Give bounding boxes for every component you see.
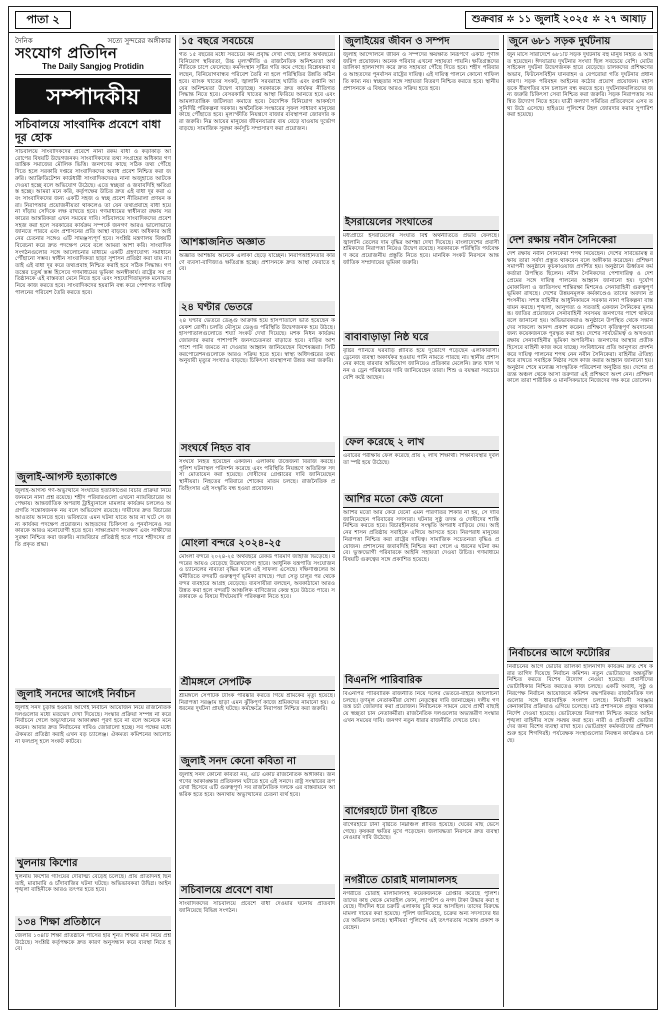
article-body: জুলাই সনদ চূড়ান্ত হওয়ার আগেই নির্বাচন আয়োজন নিয়ে রাজনৈতিক দলগুলোর মধ্যে মতভেদ দেখা দিয়েছে। সংস্কার প্রক্রিয়া সম্পন্ন না করে নির্বাচনে গেলে অভ্যুত্থানের আকাঙ্ক্ষা পূরণ হবে না বলে অনেকে মনে করেন। আবার দ্রুত নির্বাচনের দাবিও জোরালো হচ্ছে। সব পক্ষের মধ্যে ঐকমত্য প্রতিষ্ঠা করাই এখন বড় চ্যালেঞ্জ। ঐকমত্য কমিশনের আলোচনা ফলপ্রসূ হলে সংকট কাটবে। — [15, 705, 171, 745]
article-headline: বাবাবাড়াড়া নিষ্ঠ ঘরে — [343, 331, 499, 346]
article-body: আশির মতো আর কেউ যেনো এমন পরিণতির শিকার না হয়, সে দাবি জানিয়েছেন পরিবারের সদস্যরা। ঘটনার সুষ্ঠু তদন্ত ও দোষীদের শাস্তি নিশ্চিত করতে হবে। বিচারহীনতার সংস্কৃতি অপরাধ বাড়িয়ে দেয়। আইনের শাসন প্রতিষ্ঠায় সবাইকে এগিয়ে আসতে হবে। নিরপরাধ মানুষের নিরাপত্তা নিশ্চিত করা রাষ্ট্রের দায়িত্ব। সামাজিক সচেতনতা বৃদ্ধিও প্রয়োজন। প্রশাসনের জবাবদিহি নিশ্চিত করা গেলে এ ধরনের ঘটনা কমবে। ভুক্তভোগী পরিবারকে আইনি সহায়তা দেওয়া উচিত। গণমাধ্যমে বিষয়টি গুরুত্বের সঙ্গে প্রকাশিত হয়েছে। — [343, 510, 499, 563]
article-headline: ১৩৪ শিক্ষা প্রতিষ্ঠানে — [15, 916, 171, 931]
lead-editorial-headline: সচিবালয়ে সাংবাদিক প্রবেশে বাধা দূর হোক — [15, 117, 171, 147]
article-headline: মোংলা বন্দরে ২০২৪-২৫ — [179, 537, 335, 552]
article-headline: জুনে ৬৮১ সড়ক দুর্ঘটনায় — [507, 35, 653, 50]
column-two — [179, 35, 335, 1009]
article-headline: খুলনায় কিশোর — [15, 857, 171, 872]
article-headline: বাগেরহাটে টানা বৃষ্টিতে — [343, 805, 499, 820]
column-divider — [175, 35, 176, 1007]
article-headline: জুলাই-আগস্ট হত্যাকাণ্ডে — [15, 471, 171, 486]
article-headline: নগরীতে চোরাই মালামালসহ — [343, 874, 499, 889]
article-body: এবারের পরীক্ষায় ফেল করেছে প্রায় ২ লাখ শিক্ষার্থী। শিক্ষাব্যবস্থার দুর্বলতা স্পষ্ট হয়ে উঠেছে। — [343, 453, 499, 466]
article-body: জেলার ১৩৪টি শিক্ষা প্রতিষ্ঠানে পাসের হার শূন্য। শিক্ষার মান নিয়ে প্রশ্ন উঠেছে। সংশ্লিষ্ট কর্তৃপক্ষকে দ্রুত কারণ অনুসন্ধান করে ব্যবস্থা নিতে হবে। — [15, 933, 171, 953]
article-headline: ১৫ বছরে সবচেয়ে — [179, 35, 335, 50]
lead-editorial-body: সচিবালয়ে সাংবাদিকদের প্রবেশে নানা রকম বাধা ও কড়াকড়ি আরোপের বিষয়টি উদ্বেগজনক। সাংবাদিকদের তথ্য সংগ্রহের অধিকার গণতান্ত্রিক সমাজের মৌলিক ভিত্তি। জনগণের কাছে সঠিক তথ্য পৌঁছে দিতে হলে সরকারি দপ্তরে সাংবাদিকদের অবাধ প্রবেশ নিশ্চিত করা জরুরি। অ্যাক্রিডিটেশন কার্ডধারী সাংবাদিকদেরও নানা অজুহাতে আটকে দেওয়া হচ্ছে বলে অভিযোগ উঠেছে। এতে স্বচ্ছতা ও জবাবদিহি ক্ষতিগ্রস্ত হচ্ছে। আমরা মনে করি, কর্তৃপক্ষের উচিত দ্রুত এই বাধা দূর করা এবং সাংবাদিকদের জন্য একটি সহজ ও স্বচ্ছ প্রবেশ নীতিমালা প্রণয়ন করা। নিরাপত্তার প্রয়োজনীয়তা থাকলেও তা যেন তথ্যপ্রবাহে বাধা হয়ে না দাঁড়ায় সেদিকে লক্ষ রাখতে হবে। গণমাধ্যমের স্বাধীনতা রক্ষায় সরকারের আন্তরিকতা এখন সময়ের দাবি। সচিবালয়ে সাংবাদিকদের প্রবেশ সহজ করা হলে সরকারের কার্যক্রম সম্পর্কে জনগণ আরও ভালোভাবে জানতে পারবে এবং প্রশাসনের প্রতি আস্থা বাড়বে। তথ্য অধিকার আইনের চেতনার সঙ্গেও এটি সামঞ্জস্যপূর্ণ হবে। সংশ্লিষ্ট মন্ত্রণালয় বিষয়টি বিবেচনা করে দ্রুত পদক্ষেপ নেবে বলে আমরা আশা করি। সাংবাদিক সংগঠনগুলোর সঙ্গে আলোচনার মাধ্যমে একটি গ্রহণযোগ্য সমাধানে পৌঁছানো সম্ভব। স্বাধীন সাংবাদিকতা ছাড়া সুশাসন প্রতিষ্ঠা করা যায় না। তাই এই বাধা দূর করে তথ্যপ্রবাহ নিশ্চিত করাই হবে সঠিক সিদ্ধান্ত। গণতন্ত্রের চতুর্থ স্তম্ভ হিসেবে গণমাধ্যমের ভূমিকা অনস্বীকার্য। রাষ্ট্রের সব প্রতিষ্ঠানকে এই বাস্তবতা মেনে নিতে হবে এবং সহযোগিতামূলক মনোভাব নিয়ে কাজ করতে হবে। সাংবাদিকদের হয়রানি বন্ধ করে পেশাগত দায়িত্ব পালনের পরিবেশ তৈরি করতে হবে। — [15, 149, 171, 296]
article-headline: দেশ রক্ষায় নবীন সৈনিকেরা — [507, 234, 653, 249]
editorial-banner: সম্পাদকীয় — [15, 78, 171, 114]
article-headline: আশির মতো কেউ যেনো — [343, 493, 499, 508]
article-body: দেশ রক্ষায় নবীন সৈনিকেরা শপথ নিয়েছেন। দেশের সার্বভৌমত্ব রক্ষায় তারা সর্বদা প্রস্তুত থাকবেন বলে অঙ্গীকার করেছেন। প্রশিক্ষণ সমাপনী অনুষ্ঠানে কুচকাওয়াজ প্রদর্শিত হয়। অনুষ্ঠানে ঊর্ধ্বতন কর্মকর্তারা উপস্থিত ছিলেন। নবীন সৈনিকদের পেশাদারিত্ব ও দেশপ্রেমের সঙ্গে দায়িত্ব পালনের আহ্বান জানানো হয়। দুর্যোগ মোকাবিলা ও জাতিসংঘ শান্তিরক্ষা মিশনেও সেনাবাহিনী গুরুত্বপূর্ণ ভূমিকা রাখছে। দেশের উন্নয়নমূলক কর্মকাণ্ডেও তাদের অবদান প্রশংসনীয়। সশস্ত্র বাহিনীর আধুনিকায়নে সরকার নানা পরিকল্পনা বাস্তবায়ন করছে। শৃঙ্খলা, আনুগত্য ও সততাই একজন সৈনিকের মূলমন্ত্র। জাতির প্রয়োজনে সেনাবাহিনী সবসময় জনগণের পাশে থাকবে বলে জানানো হয়। অভিভাবকরাও অনুষ্ঠানে উপস্থিত থেকে সন্তানদের সাফল্যে আনন্দ প্রকাশ করেন। প্রশিক্ষণে কৃতিত্বপূর্ণ অবদানের জন্য কয়েকজনকে পুরস্কৃত করা হয়। দেশের সার্বভৌমত্ব ও অখণ্ডতা রক্ষায় সেনাবাহিনীর ভূমিকা অপরিসীম। জনগণের আস্থার প্রতীক হিসেবে বাহিনী কাজ করে যাচ্ছে। সংবিধানের প্রতি আনুগত্য প্রদর্শন করে দায়িত্ব পালনের শপথ নেন নবীন সৈনিকেরা। বাহিনীর ঐতিহ্য ধরে রাখতে সবাইকে নিষ্ঠার সঙ্গে কাজ করার আহ্বান জানানো হয়। অনুষ্ঠান শেষে মনোজ্ঞ সাংস্কৃতিক পরিবেশনা অনুষ্ঠিত হয়। দেশের প্রত্যন্ত অঞ্চল থেকে আসা তরুণরা এই প্রশিক্ষণে অংশ নেন। প্রশিক্ষণকালে তারা শারীরিক ও মানসিকভাবে নিজেদের দক্ষ করে তোলেন। — [507, 251, 653, 385]
article-body: জুলাই সনদ কোনো কবিতা নয়, এটি একটি রাজনৈতিক অঙ্গীকার। জনগণের আকাঙ্ক্ষার প্রতিফলন ঘটাতে হবে এই সনদে। রাষ্ট্র সংস্কারের রূপরেখা হিসেবে এটি গুরুত্বপূর্ণ। সব রাজনৈতিক দলকে এর বাস্তবায়নে আন্তরিক হতে হবে। অন্যথায় অভ্যুত্থানের চেতনা ব্যর্থ হবে। — [179, 772, 335, 799]
masthead-daily: দৈনিক — [15, 37, 33, 45]
article-body: গত ১৫ বছরের মধ্যে সবচেয়ে কম প্রবৃদ্ধি দেখা গেছে চলতি অর্থবছরে। বিনিয়োগ স্থবিরতা, উচ্চ মূল্যস্ফীতি ও রাজনৈতিক অনিশ্চয়তা অর্থনীতিকে চাপে ফেলেছে। কর্মসংস্থান সৃষ্টির গতি কমে গেছে। বিশ্লেষকরা বলছেন, বিনিয়োগবান্ধব পরিবেশ তৈরি না হলে পরিস্থিতির উন্নতি কঠিন হবে। ব্যাংক খাতের সংকট, জ্বালানি সরবরাহে ঘাটতি এবং রপ্তানি আয়ের অনিশ্চয়তা উদ্বেগ বাড়াচ্ছে। সরকারকে দ্রুত কার্যকর নীতিগত সিদ্ধান্ত নিতে হবে। বেসরকারি খাতের আস্থা ফিরিয়ে আনতে হবে এবং আমলাতান্ত্রিক জটিলতা কমাতে হবে। বৈদেশিক বিনিয়োগ আকর্ষণে সুনির্দিষ্ট পরিকল্পনা দরকার। অর্থনৈতিক সংস্কারের সুফল সাধারণ মানুষের কাছে পৌঁছাতে হবে। মূল্যস্ফীতি নিয়ন্ত্রণে বাজার ব্যবস্থাপনা জোরদার করা জরুরি। নিম্ন আয়ের মানুষের জীবনযাত্রার ব্যয় বেড়ে যাওয়ায় দুর্ভোগ বাড়ছে। সামাজিক সুরক্ষা কর্মসূচি সম্প্রসারণ করা প্রয়োজন। — [179, 52, 335, 132]
article-headline: ফেল করেছে ২ লাখ — [343, 436, 499, 451]
article-headline: বিএনপি পারিবারিক — [343, 674, 499, 689]
article-body: বৃষ্টির পানিতে ঘরবাড়ি প্লাবিত হয়ে দুর্ভোগে পড়েছেন এলাকাবাসী। ড্রেনেজ ব্যবস্থা অকার্যকর হওয়ায় পানি নামতে পারছে না। স্থানীয় প্রশাসনের কাছে বারবার অভিযোগ জানিয়েও প্রতিকার মেলেনি। দ্রুত খাল খনন ও ড্রেন পরিষ্কারের দাবি জানিয়েছেন তারা। শিশু ও বয়স্করা সবচেয়ে বেশি কষ্টে আছেন। — [343, 348, 499, 381]
article-body: সাংবাদিকদের সচিবালয়ে প্রবেশে বাধা দেওয়ার ঘটনায় প্রতিবাদ জানিয়েছে বিভিন্ন সংগঠন। — [179, 901, 335, 914]
article-body: খুলনায় কিশোর গ্যাংয়ের দৌরাত্ম্য বেড়েই চলেছে। প্রায় প্রতিদিনই ছিনতাই, মারামারি ও চাঁদাবাজির ঘটনা ঘটছে। অভিভাবকরা উদ্বিগ্ন। আইনশৃঙ্খলা বাহিনীকে আরও তৎপর হতে হবে। — [15, 874, 171, 894]
article-body: মধ্যপ্রাচ্যে ইসরায়েলের সংঘাত বিশ্ব অর্থনীতিতে প্রভাব ফেলছে। জ্বালানি তেলের দাম বৃদ্ধির আশঙ্কা দেখা দিয়েছে। বাংলাদেশের প্রবাসী শ্রমিকদের নিরাপত্তা নিয়েও উদ্বেগ রয়েছে। সরকারকে পরিস্থিতি পর্যবেক্ষণ করে প্রয়োজনীয় প্রস্তুতি নিতে হবে। মানবিক সংকট নিরসনে আন্তর্জাতিক সম্প্রদায়ের ভূমিকা জরুরি। — [343, 233, 499, 266]
masthead-title: সংযোগ প্রতিদিন — [15, 44, 118, 62]
article-body: নির্বাচনের আগে ভোটার তালিকা হালনাগাদ কার্যক্রম দ্রুত শেষ করার তাগিদ দিয়েছে নির্বাচন কমিশন। নতুন ভোটারদের অন্তর্ভুক্তি নিশ্চিত করতে বিশেষ উদ্যোগ নেওয়া হয়েছে। প্রবাসীদের ভোটাধিকার নিশ্চিত করতেও কাজ চলছে। একটি অবাধ, সুষ্ঠু ও নিরপেক্ষ নির্বাচন আয়োজনে কমিশন বদ্ধপরিকর। রাজনৈতিক দলগুলোর সঙ্গে ধারাবাহিক সংলাপ চলছে। নির্বাচনী সরঞ্জাম কেনাকাটার প্রক্রিয়াও এগিয়ে চলেছে। মাঠ প্রশাসনকে প্রস্তুত থাকার নির্দেশ দেওয়া হয়েছে। ভোটকেন্দ্রে নিরাপত্তা নিশ্চিত করতে আইনশৃঙ্খলা বাহিনীর সঙ্গে সমন্বয় করা হবে। নারী ও প্রতিবন্ধী ভোটারদের জন্য বিশেষ ব্যবস্থা রাখা হবে। ভোটগ্রহণ কর্মকর্তাদের প্রশিক্ষণ শুরু হবে শিগগিরই। পর্যবেক্ষক সংস্থাগুলোর নিবন্ধন কার্যক্রমও চলছে। — [507, 664, 653, 744]
column-divider — [503, 35, 504, 1007]
article-headline: সচিবালয়ে প্রবেশে বাধা — [179, 884, 335, 899]
article-body: মোংলা বন্দরে ২০২৪-২৫ অর্থবছরে রেকর্ড পরিমাণ জাহাজ ভিড়েছে। বন্দরের আয়ও বেড়েছে উল্লেখযোগ্য হারে। আধুনিক যন্ত্রপাতি সংযোজন ও চ্যানেলের নাব্যতা বৃদ্ধির ফলে এই সাফল্য এসেছে। দক্ষিণাঞ্চলের অর্থনীতিতে বন্দরটি গুরুত্বপূর্ণ ভূমিকা রাখছে। পদ্মা সেতু চালুর পর থেকে বন্দর ব্যবহারে আগ্রহ বেড়েছে। ব্যবসায়ীরা বলছেন, অবকাঠামো আরও উন্নত করা হলে বন্দরটি আঞ্চলিক বাণিজ্যের কেন্দ্র হয়ে উঠতে পারে। সরকারকে এ বিষয়ে দীর্ঘমেয়াদি পরিকল্পনা নিতে হবে। — [179, 554, 335, 601]
article-body: ২৪ ঘণ্টার ভেতরে ডেঙ্গু আক্রান্ত হয়ে হাসপাতালে ভর্তি হয়েছেন কয়েকশ রোগী। চলতি মৌসুমে ডেঙ্গু পরিস্থিতি উদ্বেগজনক হয়ে উঠছে। হাসপাতালগুলোতে শয্যা সংকট দেখা দিয়েছে। মশক নিধন কার্যক্রম জোরদার করার পাশাপাশি জনসচেতনতা বাড়াতে হবে। বাড়ির আশপাশে পানি জমতে না দেওয়ার আহ্বান জানিয়েছেন বিশেষজ্ঞরা। সিটি করপোরেশনগুলোকে আরও সক্রিয় হতে হবে। স্বাস্থ্য অধিদপ্তরের তথ্য অনুযায়ী মৃত্যুর সংখ্যাও বাড়ছে। চিকিৎসা ব্যবস্থাপনা উন্নত করা জরুরি। — [179, 318, 335, 365]
article-headline: ইসরায়েলের সংঘাতের — [343, 216, 499, 231]
article-body: নগরীতে চোরাই মালামালসহ কয়েকজনকে গ্রেপ্তার করেছে পুলিশ। তাদের কাছ থেকে মোবাইল ফোন, ল্যাপটপ ও নগদ টাকা উদ্ধার করা হয়েছে। দীর্ঘদিন ধরে চক্রটি এলাকায় চুরি করে আসছিল। তাদের বিরুদ্ধে মামলা দায়ের করা হয়েছে। পুলিশ জানিয়েছে, চক্রের অন্য সদস্যদের ধরতে অভিযান চলছে। স্থানীয়রা পুলিশের এই তৎপরতায় সন্তোষ প্রকাশ করেছেন। — [343, 891, 499, 931]
article-body: জুলাই-আগস্ট গণ-অভ্যুত্থানে সংঘটিত হত্যাকাণ্ডের বিচার প্রক্রিয়া নিয়ে জনমনে নানা প্রশ্ন রয়েছে। শহীদ পরিবারগুলো এখনো ন্যায়বিচারের অপেক্ষায়। আন্তর্জাতিক অপরাধ ট্রাইব্যুনালে মামলার কার্যক্রম চললেও অগ্রগতি সন্তোষজনক নয় বলে অভিযোগ রয়েছে। দায়ীদের দ্রুত বিচারের আওতায় আনতে হবে। ভবিষ্যতে এমন ঘটনা যাতে আর না ঘটে সে জন্য কার্যকর পদক্ষেপ প্রয়োজন। আহতদের চিকিৎসা ও পুনর্বাসনেও সরকারকে আরও মনোযোগী হতে হবে। সাক্ষ্যপ্রমাণ সংরক্ষণ এবং সাক্ষীদের সুরক্ষা নিশ্চিত করা জরুরি। ন্যায়বিচার প্রতিষ্ঠাই হতে পারে শহীদদের প্রতি প্রকৃত শ্রদ্ধা। — [15, 488, 171, 548]
column-editorial — [15, 35, 171, 1009]
column-divider — [339, 35, 340, 1007]
article-body: সংঘর্ষে নিহত হয়েছেন একজন। এলাকায় উত্তেজনা বিরাজ করছে। পুলিশ ঘটনাস্থল পরিদর্শন করেছে এবং পরিস্থিতি নিয়ন্ত্রণে অতিরিক্ত সদস্য মোতায়েন করা হয়েছে। দোষীদের গ্রেপ্তারের দাবি জানিয়েছেন স্থানীয়রা। নিহতের পরিবারে শোকের মাতম চলছে। রাজনৈতিক প্রতিহিংসার এই সংস্কৃতি বন্ধ হওয়া প্রয়োজন। — [179, 459, 335, 492]
article-headline: জুলাই সনদের আগেই নির্বাচন — [15, 688, 171, 703]
article-headline: জুলাই সনদ কেনো কবিতা না — [179, 755, 335, 770]
newspaper-page — [8, 6, 658, 1010]
page-number: পাতা ২ — [15, 11, 71, 29]
article-headline: ২৪ ঘণ্টার ভেতরে — [179, 301, 335, 316]
article-headline: নির্বাচনের আগে ফটোরির — [507, 647, 653, 662]
article-body: জুলাই আন্দোলনে জীবন ও সম্পদের ক্ষয়ক্ষতি নিরূপণে একটি পূর্ণাঙ্গ জরিপ প্রয়োজন। অনেক পরিবার এখনো সহায়তা পায়নি। ক্ষতিগ্রস্তদের তালিকা হালনাগাদ করে দ্রুত সহায়তা পৌঁছে দিতে হবে। শহীদ পরিবার ও আহতদের পুনর্বাসন রাষ্ট্রের দায়িত্ব। এই দায়িত্ব পালনে কোনো গাফিলতি কাম্য নয়। স্বচ্ছতার সঙ্গে সহায়তা বিতরণ নিশ্চিত করতে হবে। স্থানীয় প্রশাসনকে এ বিষয়ে আরও সক্রিয় হতে হবে। — [343, 52, 499, 92]
article-body: বিএনপির পারিবারিক রাজনীতি নিয়ে দলের ভেতরে-বাইরে আলোচনা চলছে। তৃণমূল নেতাকর্মীরা যোগ্য নেতৃত্বের দাবি জানাচ্ছেন। দলীয় গণতন্ত্র চর্চা জোরদার করা প্রয়োজন। নির্বাচনকে সামনে রেখে প্রার্থী বাছাইয়ে স্বচ্ছতা চান নেতাকর্মীরা। রাজনৈতিক দলগুলোর অভ্যন্তরীণ সংস্কার এখন সময়ের দাবি। জনগণ নতুন ধারার রাজনীতি দেখতে চায়। — [343, 691, 499, 724]
column-three — [343, 35, 499, 1009]
article-body: বাগেরহাটে টানা বৃষ্টিতে নিম্নাঞ্চল প্লাবিত হয়েছে। ঘেরের মাছ ভেসে গেছে। কৃষকরা ক্ষতির মুখে পড়েছেন। জলাবদ্ধতা নিরসনে দ্রুত ব্যবস্থা নেওয়ার দাবি উঠেছে। — [343, 822, 499, 842]
dateline: শুক্রবার ✲ ১১ জুলাই ২০২৫ ✲ ২৭ আষাঢ় — [465, 11, 653, 29]
article-body: অজ্ঞাত আশঙ্কায় অনেকে এলাকা ছেড়ে যাচ্ছেন। নিরাপত্তাহীনতার কারণে ব্যবসা-বাণিজ্যও ক্ষতিগ্রস্ত হচ্ছে। প্রশাসনকে দ্রুত আস্থা ফেরাতে হবে। — [179, 253, 335, 273]
masthead — [15, 35, 171, 75]
masthead-english-name: The Daily Sangjog Protidin — [42, 62, 144, 71]
article-body: জুন মাসে সারাদেশে ৬৮১টি সড়ক দুর্ঘটনায় বহু মানুষ নিহত ও আহত হয়েছেন। ঈদযাত্রায় দুর্ঘটনার সংখ্যা ছিল সবচেয়ে বেশি। মোটরসাইকেল দুর্ঘটনা উদ্বেগজনক হারে বেড়েছে। চালকদের প্রশিক্ষণের অভাব, ফিটনেসবিহীন যানবাহন ও বেপরোয়া গতি দুর্ঘটনার প্রধান কারণ। সড়ক পরিবহন আইনের কঠোর প্রয়োগ প্রয়োজন। মহাসড়কে ধীরগতির যান চলাচল বন্ধ করতে হবে। দুর্ঘটনাকবলিতদের জন্য জরুরি চিকিৎসা সেবা নিশ্চিত করা জরুরি। সড়ক নিরাপত্তায় সমন্বিত উদ্যোগ নিতে হবে। যাত্রী কল্যাণ সমিতির প্রতিবেদনে এসব তথ্য উঠে এসেছে। হাইওয়ে পুলিশের টহল জোরদার করার সুপারিশ করা হয়েছে। — [507, 52, 653, 119]
masthead-tagline: সত্যে সুন্দরের অঙ্গীকার — [107, 37, 171, 45]
article-body: শ্রীমঙ্গলে সেপটিক ট্যাংক পরিষ্কার করতে গিয়ে শ্রমিকের মৃত্যু হয়েছে। নিরাপত্তা সরঞ্জাম ছাড়া এমন ঝুঁকিপূর্ণ কাজে শ্রমিকদের নামানো হয়। এ ধরনের দুর্ঘটনা প্রায়ই ঘটছে। কর্মক্ষেত্রে নিরাপত্তা নিশ্চিত করা জরুরি। — [179, 693, 335, 713]
column-four — [507, 35, 653, 1009]
page-header — [9, 7, 658, 33]
article-headline: শ্রীমঙ্গলে সেপটিক — [179, 676, 335, 691]
article-headline: আশঙ্কাজনিত অজ্ঞাত — [179, 236, 335, 251]
article-headline: সংঘর্ষে নিহত বাব — [179, 442, 335, 457]
article-headline: জুলাইয়ের জীবন ও সম্পদ — [343, 35, 499, 50]
